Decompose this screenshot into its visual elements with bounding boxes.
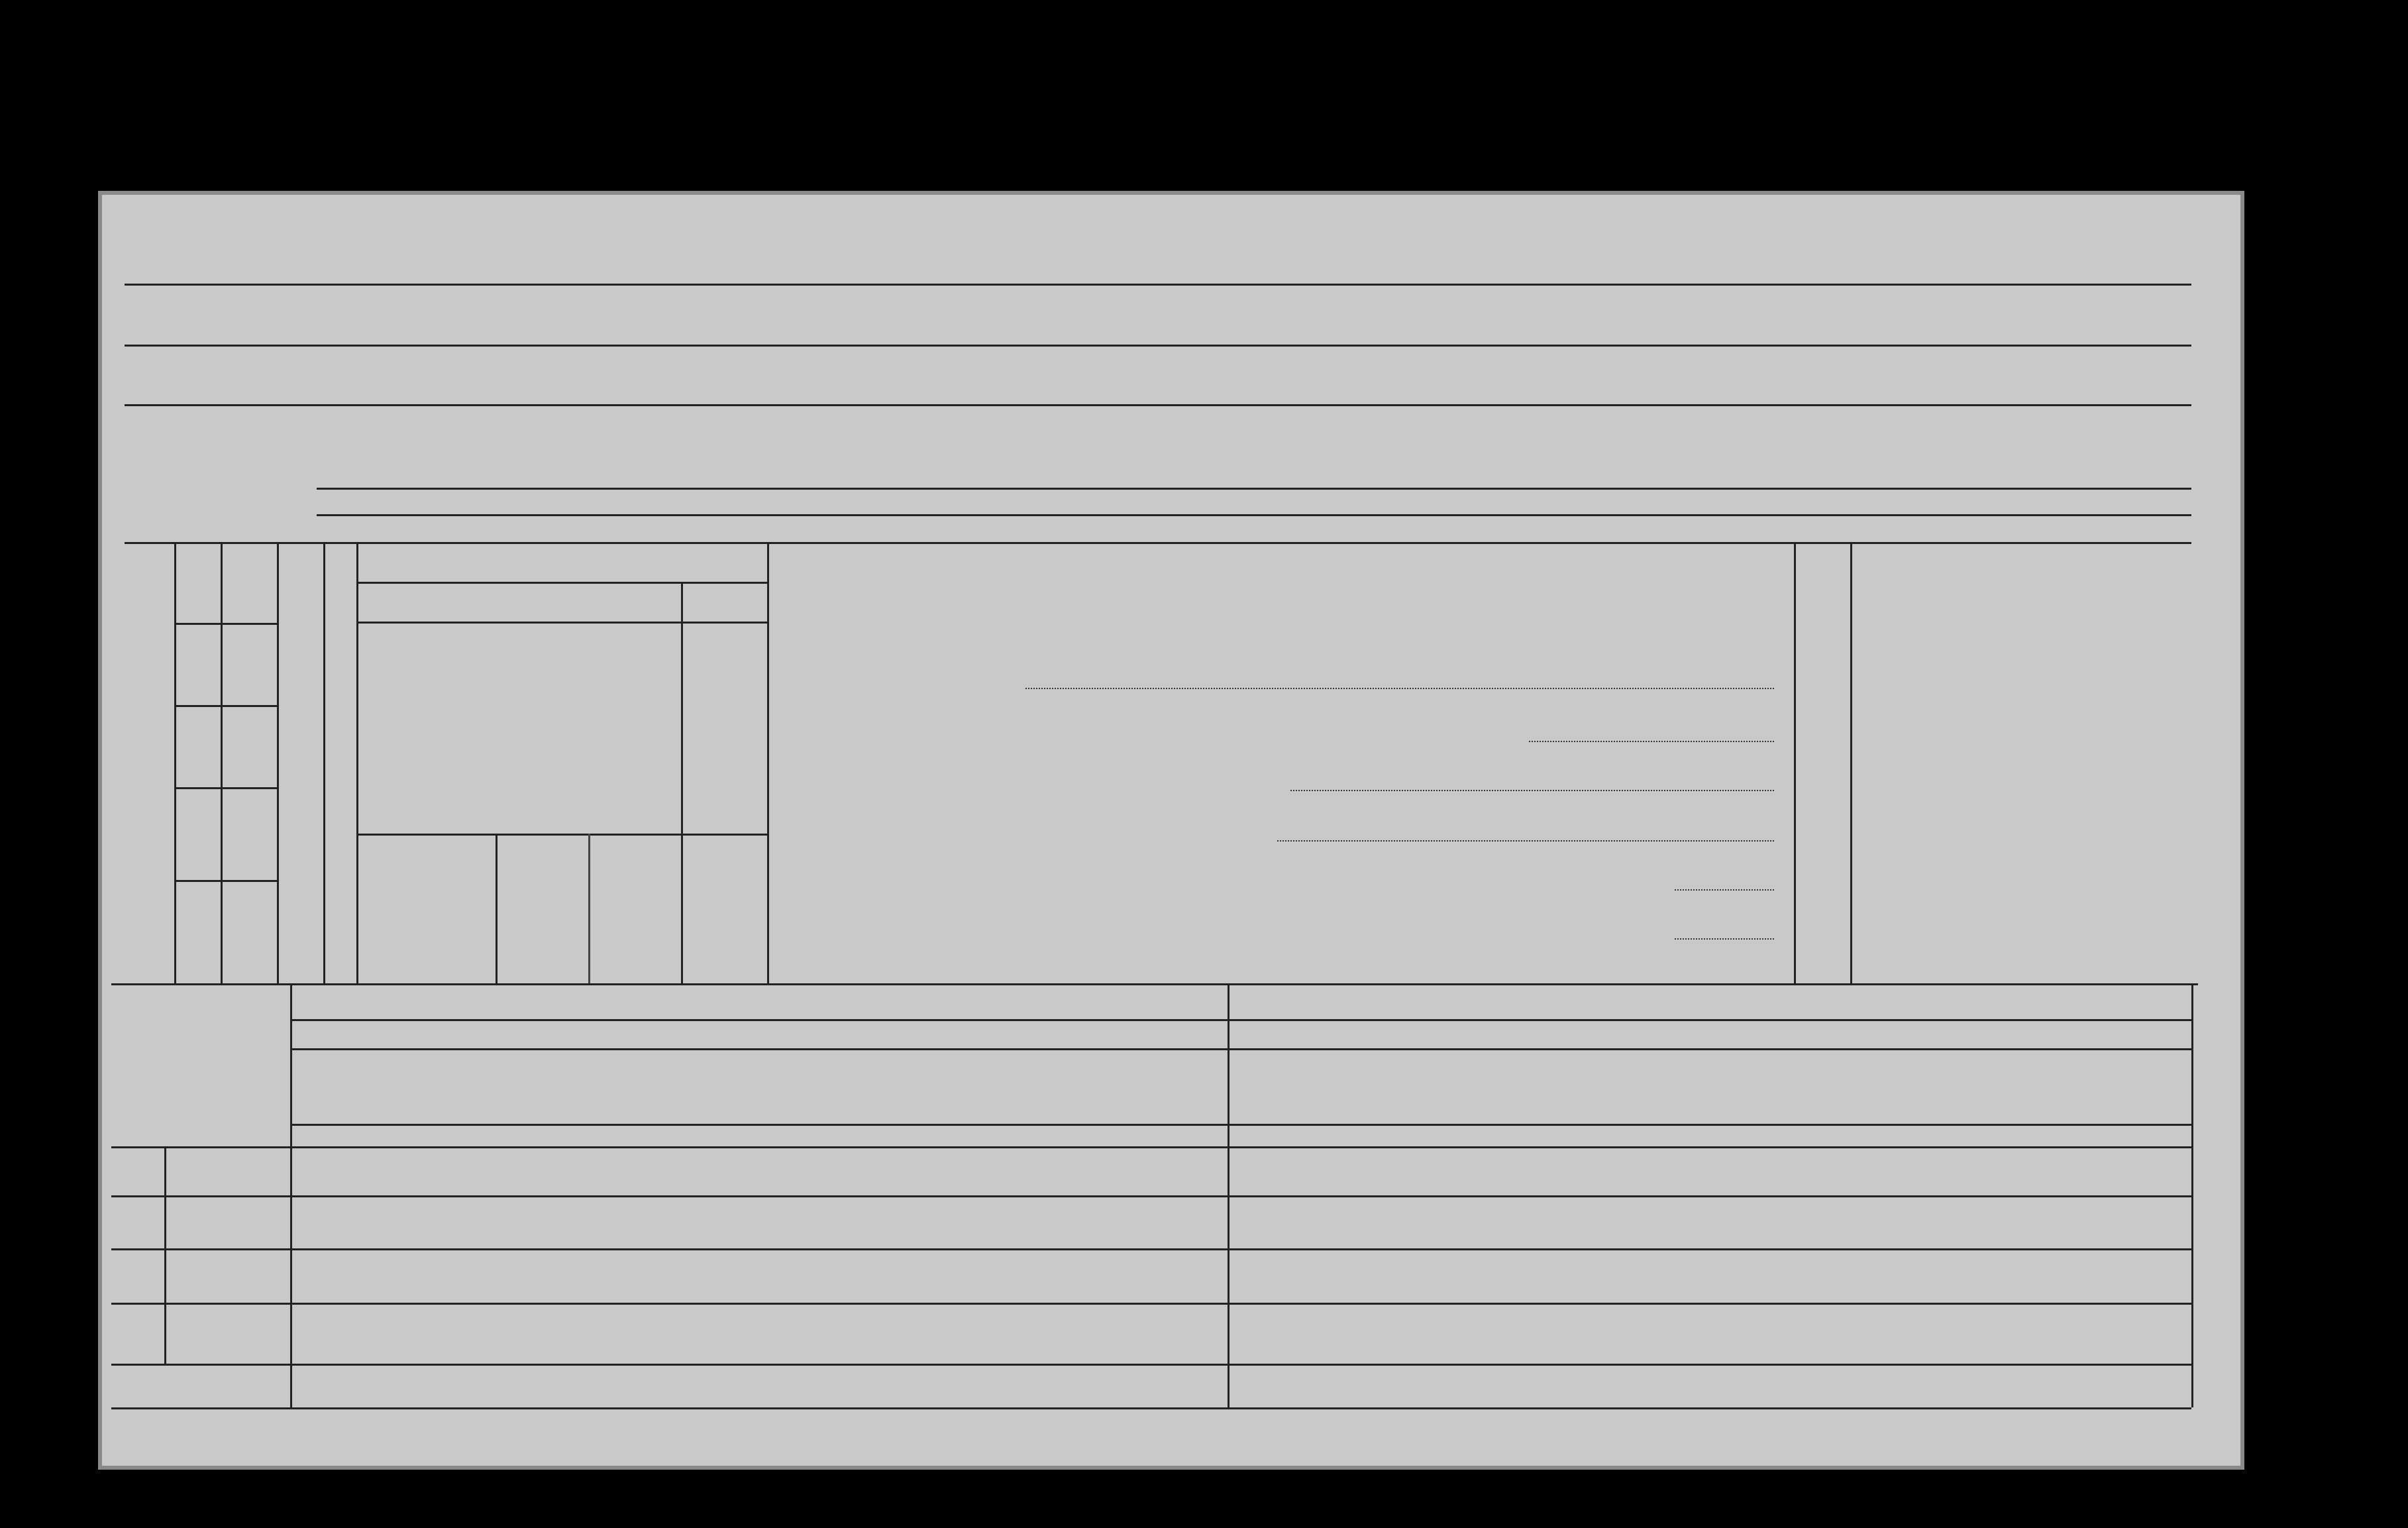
- rule: [767, 542, 769, 983]
- rule: [125, 542, 2191, 544]
- rule: [111, 1364, 2191, 1366]
- rule: [125, 345, 2191, 347]
- rule: [174, 787, 277, 789]
- rule: [111, 1248, 2191, 1250]
- census-card: [98, 191, 2244, 1470]
- rule: [356, 622, 767, 624]
- rule: [323, 542, 325, 983]
- rule: [290, 1146, 2191, 1148]
- rule: [681, 582, 683, 983]
- rule: [1228, 983, 1230, 1407]
- answer-line: [1277, 840, 1774, 842]
- rule: [317, 488, 2191, 490]
- rule: [174, 705, 277, 707]
- rule: [111, 1195, 2191, 1197]
- rule: [174, 542, 176, 983]
- rule: [277, 542, 279, 983]
- rule: [290, 1048, 2191, 1050]
- rule: [1850, 542, 1852, 983]
- rule: [290, 1124, 2191, 1126]
- answer-line: [1675, 889, 1774, 891]
- rule: [356, 834, 767, 836]
- rule: [317, 514, 2191, 516]
- answer-line: [1025, 688, 1774, 689]
- rule: [164, 1146, 166, 1364]
- rule: [111, 1146, 290, 1148]
- rule: [1794, 542, 1796, 983]
- rule: [111, 983, 2198, 985]
- answer-line: [1290, 790, 1774, 791]
- rule: [588, 834, 590, 983]
- rule: [125, 284, 2191, 286]
- answer-line: [1529, 741, 1774, 742]
- rule: [174, 623, 277, 625]
- rule: [111, 1407, 2191, 1409]
- rule: [356, 542, 358, 983]
- rule: [356, 582, 767, 584]
- rule: [125, 404, 2191, 406]
- answer-line: [1675, 938, 1774, 940]
- rule: [290, 983, 292, 1407]
- rule: [2191, 983, 2193, 1407]
- rule: [496, 834, 497, 983]
- rule: [174, 880, 277, 882]
- rule: [111, 1303, 2191, 1305]
- rule: [221, 542, 223, 983]
- rule: [290, 1019, 2191, 1021]
